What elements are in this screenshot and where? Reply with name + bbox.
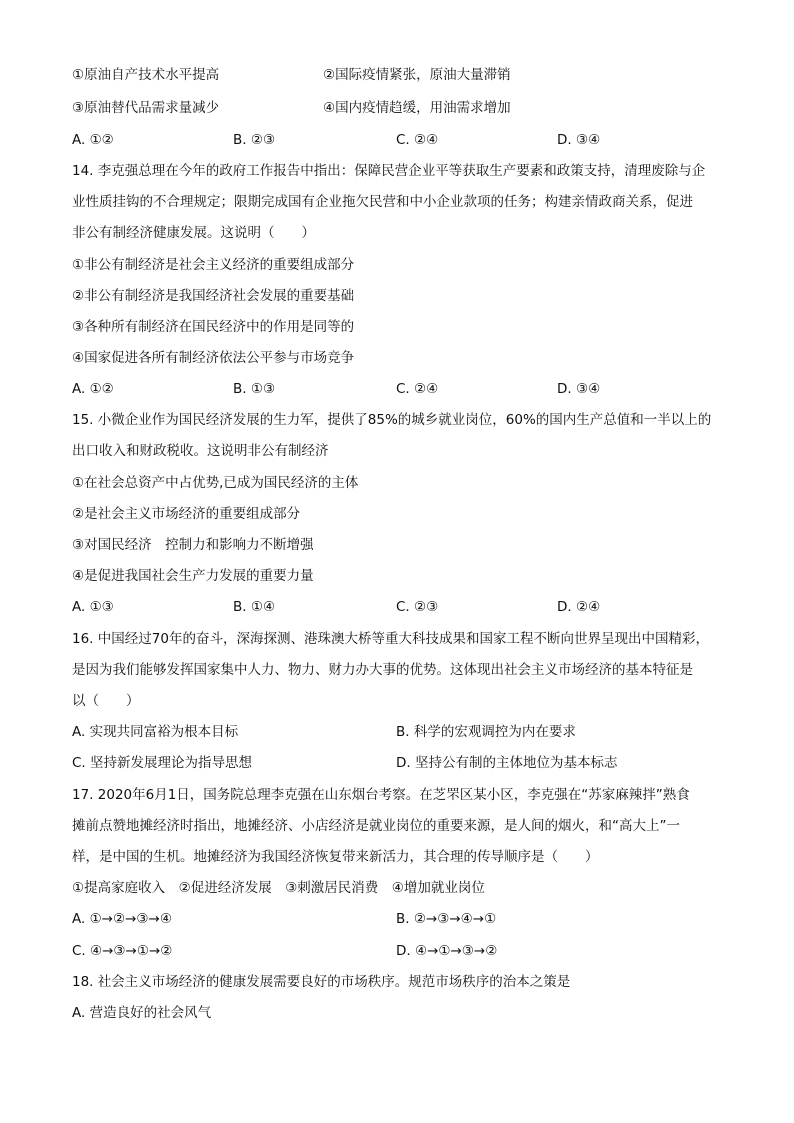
q13-option-1: ①原油自产技术水平提高 <box>72 67 220 83</box>
q15-stem-line-2: 出口收入和财政税收。这说明非公有制经济 <box>72 443 329 459</box>
q16-choice-c: C. 坚持新发展理论为指导思想 <box>72 755 253 771</box>
q15-choice-a: A. ①③ <box>72 599 114 615</box>
q16-choice-a: A. 实现共同富裕为根本目标 <box>72 724 239 740</box>
q13-option-3: ③原油替代品需求量减少 <box>72 100 220 116</box>
q17-choice-b: B. ②→③→④→① <box>396 911 497 927</box>
q17-choice-d: D. ④→①→③→② <box>396 943 498 959</box>
q14-choice-b: B. ①③ <box>233 381 276 397</box>
q15-statement-4: ④是促进我国社会生产力发展的重要力量 <box>72 568 314 584</box>
q13-choice-a: A. ①② <box>72 132 114 148</box>
q14-stem-line-1: 14. 李克强总理在今年的政府工作报告中指出：保障民营企业平等获取生产要素和政策支持，清理废除与企 <box>72 163 706 179</box>
q15-choice-c: C. ②③ <box>396 599 439 615</box>
q17-stem-line-1: 17. 2020年6月1日，国务院总理李克强在山东烟台考察。在芝罘区某小区，李克强在“苏家麻辣拌”熟食 <box>72 787 690 803</box>
q17-stem-line-2: 摊前点赞地摊经济时指出，地摊经济、小店经济是就业岗位的重要来源，是人间的烟火，和“高大上”一 <box>72 818 680 834</box>
q16-stem-line-1: 16. 中国经过70年的奋斗，深海探测、港珠澳大桥等重大科技成果和国家工程不断向世界呈现出中国精彩， <box>72 631 709 647</box>
q15-statement-2: ②是社会主义市场经济的重要组成部分 <box>72 506 301 522</box>
q16-stem-line-2: 是因为我们能够发挥国家集中人力、物力、财力办大事的优势。这体现出社会主义市场经济的基本特征是 <box>72 662 693 678</box>
q15-statement-3: ③对国民经济 控制力和影响力不断增强 <box>72 537 314 553</box>
q13-option-4: ④国内疫情趋缓，用油需求增加 <box>323 100 511 116</box>
q17-stem-line-3: 样，是中国的生机。地摊经济为我国经济恢复带来新活力，其合理的传导顺序是（ ） <box>72 849 599 865</box>
q16-choice-b: B. 科学的宏观调控为内在要求 <box>396 724 576 740</box>
q15-statement-1: ①在社会总资产中占优势,已成为国民经济的主体 <box>72 475 359 491</box>
q14-stem-line-2: 业性质挂钩的不合理规定；限期完成国有企业拖欠民营和中小企业款项的任务；构建亲情政商关系，促进 <box>72 194 693 210</box>
q15-choice-d: D. ②④ <box>557 599 601 615</box>
q14-choice-a: A. ①② <box>72 381 114 397</box>
q15-stem-line-1: 15. 小微企业作为国民经济发展的生力军，提供了85%的城乡就业岗位，60%的国内生产总值和一半以上的 <box>72 412 712 428</box>
q14-choice-c: C. ②④ <box>396 381 439 397</box>
q18-choice-a: A. 营造良好的社会风气 <box>72 1005 212 1021</box>
q13-option-2: ②国际疫情紧张，原油大量滞销 <box>323 67 511 83</box>
q14-statement-3: ③各种所有制经济在国民经济中的作用是同等的 <box>72 319 355 335</box>
q17-choice-c: C. ④→③→①→② <box>72 943 173 959</box>
q14-stem-line-3: 非公有制经济健康发展。这说明（ ） <box>72 225 315 241</box>
q14-statement-4: ④国家促进各所有制经济依法公平参与市场竞争 <box>72 350 355 366</box>
q14-statement-1: ①非公有制经济是社会主义经济的重要组成部分 <box>72 257 355 273</box>
q17-choice-a: A. ①→②→③→④ <box>72 911 172 927</box>
q16-choice-d: D. 坚持公有制的主体地位为基本标志 <box>396 755 618 771</box>
q14-choice-d: D. ③④ <box>557 381 601 397</box>
q18-stem-line-1: 18. 社会主义市场经济的健康发展需要良好的市场秩序。规范市场秩序的治本之策是 <box>72 974 571 990</box>
q16-stem-line-3: 以（ ） <box>72 693 140 709</box>
q13-choice-b: B. ②③ <box>233 132 276 148</box>
q15-choice-b: B. ①④ <box>233 599 276 615</box>
q17-items: ①提高家庭收入 ②促进经济发展 ③刺激居民消费 ④增加就业岗位 <box>72 880 485 896</box>
q13-choice-c: C. ②④ <box>396 132 439 148</box>
q13-choice-d: D. ③④ <box>557 132 601 148</box>
q14-statement-2: ②非公有制经济是我国经济社会发展的重要基础 <box>72 288 355 304</box>
